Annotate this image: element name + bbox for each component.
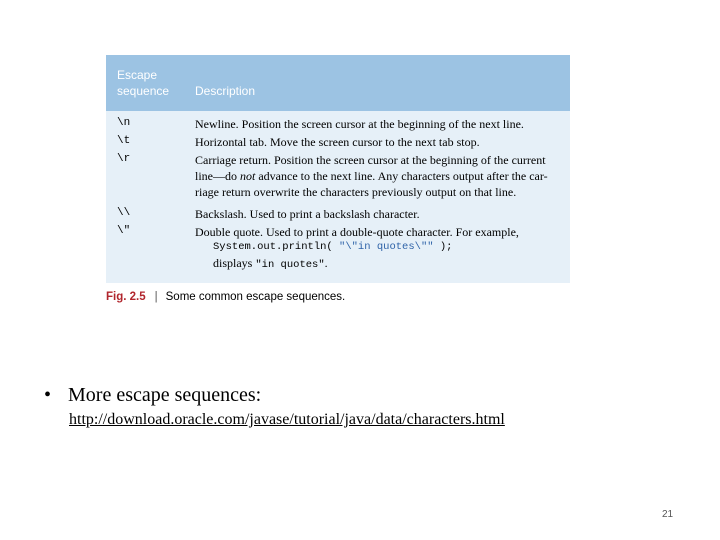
desc-text: displays (213, 256, 256, 270)
escape-desc (195, 134, 567, 150)
escape-seq: \\ (117, 207, 131, 219)
desc-line (195, 255, 567, 273)
table-header (106, 55, 570, 111)
code-string: "\"in quotes\"" (339, 241, 434, 253)
desc-emphasis: not (240, 169, 256, 183)
desc-text: advance to the next line. Any characters output after the car- (255, 169, 548, 183)
oracle-characters-link[interactable]: http://download.oracle.com/javase/tutorial/java/data/characters.html (69, 411, 505, 428)
desc-line: riage return overwrite the characters previously output on that line. (195, 185, 517, 199)
escape-seq: \" (117, 225, 131, 237)
escape-seq: \n (117, 117, 131, 129)
code-text: System.out.println( (213, 241, 340, 253)
table-body (106, 111, 570, 283)
header-escape-sequence (117, 67, 187, 99)
caption-separator: | (154, 291, 158, 303)
bullet-text: More escape sequences: (68, 384, 262, 406)
desc-text: line—do (195, 169, 240, 183)
desc-line (195, 168, 567, 184)
escape-desc (195, 116, 567, 132)
desc-text: . (324, 256, 328, 270)
code-inline: "in quotes" (255, 259, 325, 271)
header-description: Description (195, 84, 256, 98)
desc-line: Horizontal tab. Move the screen cursor to the next tab stop. (195, 135, 480, 149)
page-number: 21 (662, 509, 674, 520)
figure-number: Fig. 2.5 (106, 291, 146, 303)
header-col1-line1: Escape (117, 68, 158, 82)
escape-desc (195, 152, 567, 200)
desc-line: Double quote. Used to print a double-quote character. For example, (195, 225, 519, 239)
caption-text: Some common escape sequences. (165, 291, 346, 303)
desc-line: Newline. Position the screen cursor at the beginning of the next line. (195, 117, 524, 131)
code-text: ); (433, 241, 453, 253)
bullet-icon: • (44, 384, 52, 406)
escape-seq: \t (117, 135, 131, 147)
escape-desc (195, 224, 567, 273)
desc-line: Backslash. Used to print a backslash character. (195, 207, 420, 221)
escape-desc (195, 206, 567, 222)
escape-seq: \r (117, 153, 131, 165)
desc-line: Carriage return. Position the screen cursor at the beginning of the current (195, 153, 546, 167)
code-example (195, 240, 567, 255)
header-col1-line2: sequence (117, 84, 170, 98)
escape-sequence-table (106, 55, 570, 283)
bullet-item (44, 383, 261, 407)
figure-caption (106, 291, 345, 303)
